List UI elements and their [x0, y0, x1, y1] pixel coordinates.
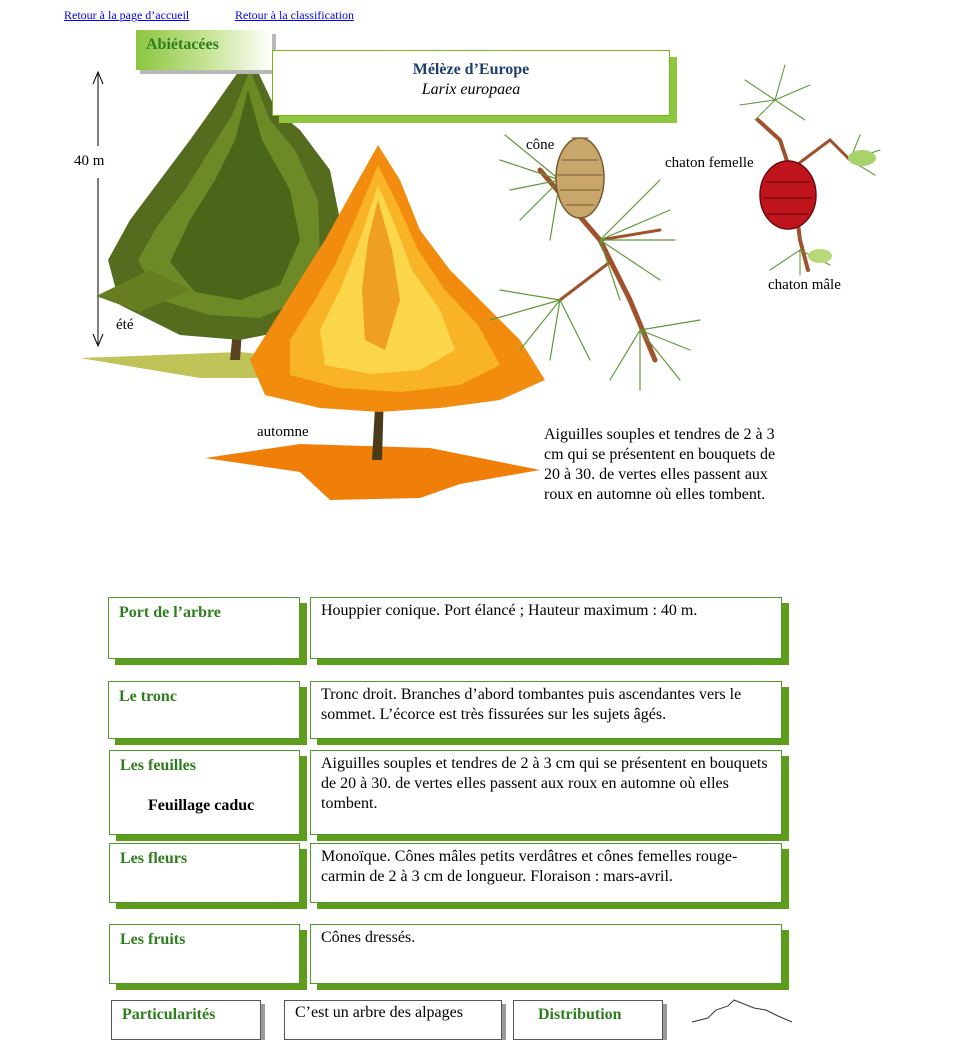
catkin-branch	[740, 65, 880, 275]
male-catkin-label: chaton mâle	[768, 277, 841, 293]
autumn-label: automne	[257, 424, 309, 440]
particularities-heading-box	[111, 1000, 261, 1040]
female-catkin-label: chaton femelle	[665, 155, 754, 171]
section-text: Houppier conique. Port élancé ; Hauteur maximum : 40 m.	[321, 602, 698, 619]
species-title-box	[272, 50, 670, 116]
section-heading: Les fruits	[120, 931, 186, 948]
section-heading: Les fleurs	[120, 850, 188, 867]
section-text: Tronc droit. Branches d’abord tombantes puis ascendantes vers le sommet. L’écorce est très fissurées sur les sujets âgés.	[321, 686, 742, 723]
section-feuilles-heading-box	[109, 750, 300, 835]
section-text: Cônes dressés.	[321, 929, 416, 946]
section-fleurs-heading-box	[109, 843, 300, 903]
section-feuilles-text-box	[310, 750, 782, 835]
particularities-text: C’est un arbre des alpages	[295, 1004, 463, 1021]
particularities-heading: Particularités	[122, 1006, 216, 1023]
section-heading: Port de l’arbre	[119, 604, 221, 621]
distribution-heading: Distribution	[538, 1006, 622, 1023]
family-name: Abiétacées	[146, 36, 219, 53]
latin-name: Larix europaea	[421, 81, 521, 98]
cone-label: cône	[526, 137, 555, 153]
needles-note: Aiguilles souples et tendres de 2 à 3 cm qui se présentent en bouquets de 20 à 30. de vertes elles passent aux roux en automne où elles tombent.	[544, 426, 776, 503]
height-arrow	[93, 72, 103, 346]
particularities-text-box	[284, 1000, 502, 1040]
distribution-map	[688, 996, 798, 1024]
section-fruits-text-box	[310, 924, 782, 984]
distribution-heading-box	[513, 1000, 663, 1040]
family-banner	[136, 30, 272, 70]
section-text: Monoïque. Cônes mâles petits verdâtres et cônes femelles rouge-carmin de 2 à 3 cm de longueur. Floraison : mars-avril.	[321, 848, 738, 885]
summer-label: été	[116, 317, 134, 333]
section-tronc-heading-box	[108, 681, 300, 739]
section-port-text-box	[310, 597, 782, 659]
section-text: Aiguilles souples et tendres de 2 à 3 cm qui se présentent en bouquets de 20 à 30. de vertes elles passent aux roux en automne où elles tombent.	[321, 755, 768, 812]
section-fleurs-text-box	[310, 843, 782, 903]
home-link[interactable]: Retour à la page d’accueil	[64, 8, 190, 22]
section-port-heading-box	[108, 597, 300, 659]
section-fruits-heading-box	[109, 924, 300, 984]
section-tronc-text-box	[310, 681, 782, 739]
section-heading: Les feuilles	[120, 757, 196, 774]
classification-link[interactable]: Retour à la classification	[235, 8, 354, 22]
height-label: 40 m	[74, 153, 105, 169]
common-name: Mélèze d’Europe	[412, 61, 530, 78]
section-subheading: Feuillage caduc	[148, 797, 255, 814]
section-heading: Le tronc	[119, 688, 177, 705]
